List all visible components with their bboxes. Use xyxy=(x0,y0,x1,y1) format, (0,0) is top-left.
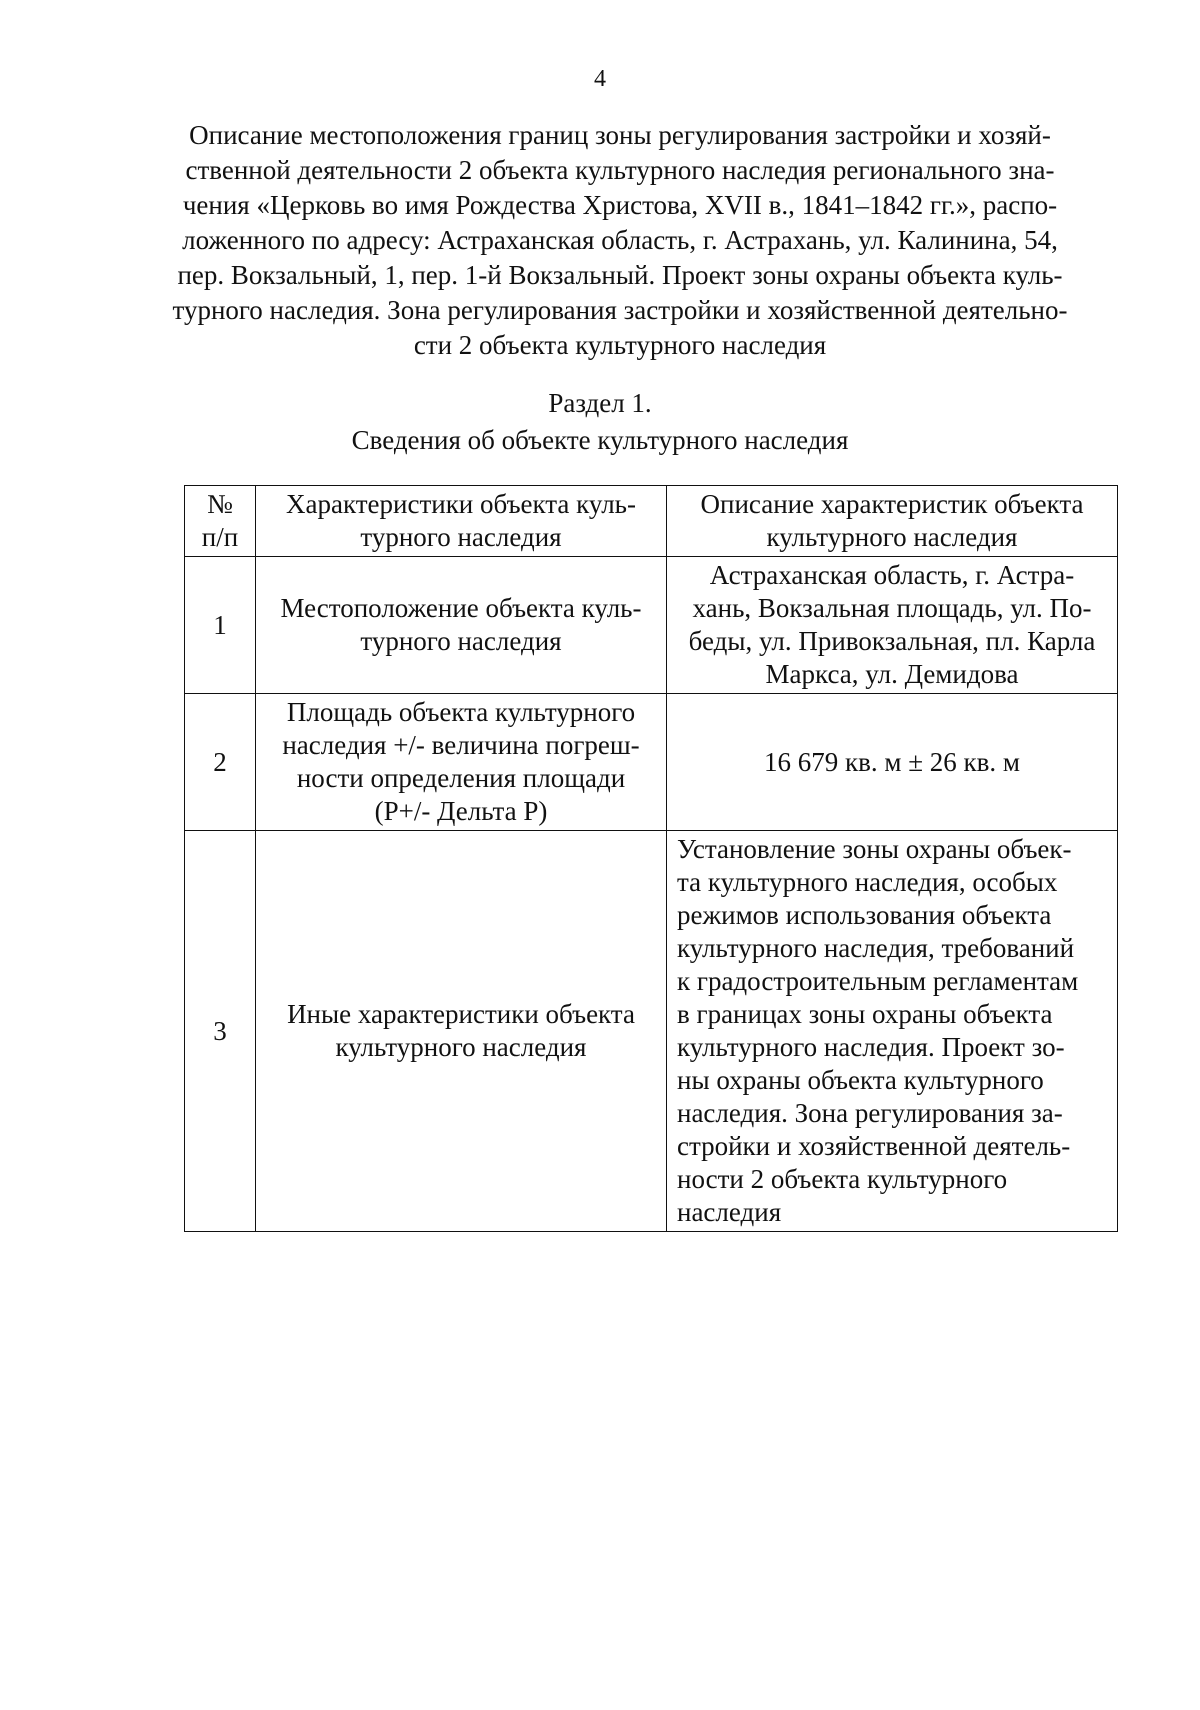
description-line: хань, Вокзальная площадь, ул. По- xyxy=(692,593,1092,623)
header-num xyxy=(185,486,256,557)
description-line: Установление зоны охраны объек- xyxy=(677,834,1072,864)
description-line: наследия xyxy=(677,1197,782,1227)
description-line: та культурного наследия, особых xyxy=(677,867,1058,897)
characteristic-line: Местоположение объекта куль- xyxy=(280,593,642,623)
heading-line: Описание местоположения границ зоны регулирования застройки и хозяй- xyxy=(189,120,1051,150)
table-header-row xyxy=(185,486,1118,557)
row-characteristic xyxy=(256,557,667,694)
row-number: 1 xyxy=(185,557,256,694)
heading-line: сти 2 объекта культурного наследия xyxy=(413,330,827,360)
document-heading xyxy=(160,118,1080,363)
heading-line: ственной деятельности 2 объекта культурного наследия регионального зна- xyxy=(185,155,1055,185)
characteristic-line: турного наследия xyxy=(360,626,562,656)
header-num-line: № xyxy=(207,489,233,519)
description-line: 16 679 кв. м ± 26 кв. м xyxy=(764,746,1020,777)
row-characteristic xyxy=(256,831,667,1232)
section-header xyxy=(0,385,1200,459)
description-line: культурного наследия, требований xyxy=(677,933,1075,963)
description-line: в границах зоны охраны объекта xyxy=(677,999,1053,1029)
row-characteristic xyxy=(256,694,667,831)
header-description-line: культурного наследия xyxy=(766,522,1018,552)
description-line: Астраханская область, г. Астра- xyxy=(709,560,1075,590)
table-row xyxy=(185,557,1118,694)
characteristic-line: Площадь объекта культурного xyxy=(286,697,636,727)
description-line: стройки и хозяйственной деятель- xyxy=(677,1131,1071,1161)
characteristic-line: культурного наследия xyxy=(335,1032,587,1062)
heading-line: пер. Вокзальный, 1, пер. 1-й Вокзальный. Проект зоны охраны объекта куль- xyxy=(177,260,1063,290)
row-description xyxy=(667,831,1118,1232)
header-description xyxy=(667,486,1118,557)
table-row xyxy=(185,694,1118,831)
page-number: 4 xyxy=(594,66,606,92)
description-line: ности 2 объекта культурного xyxy=(677,1164,1008,1194)
section-title: Сведения об объекте культурного наследия xyxy=(351,425,849,455)
header-num-line: п/п xyxy=(201,522,239,552)
heritage-info-table xyxy=(184,485,1118,1232)
description-line: наследия. Зона регулирования за- xyxy=(677,1098,1063,1128)
heading-line: ложенного по адресу: Астраханская область, г. Астрахань, ул. Калинина, 54, xyxy=(182,225,1058,255)
characteristic-line: (Р+/- Дельта Р) xyxy=(374,796,548,826)
row-number: 3 xyxy=(185,831,256,1232)
table-row xyxy=(185,831,1118,1232)
characteristic-line: Иные характеристики объекта xyxy=(287,999,635,1029)
header-characteristics xyxy=(256,486,667,557)
description-line: культурного наследия. Проект зо- xyxy=(677,1032,1065,1062)
description-line: беды, ул. Привокзальная, пл. Карла xyxy=(688,626,1096,656)
characteristic-line: наследия +/- величина погреш- xyxy=(282,730,640,760)
characteristic-line: ности определения площади xyxy=(296,763,626,793)
description-line: к градостроительным регламентам xyxy=(677,966,1079,996)
description-line: режимов использования объекта xyxy=(677,900,1052,930)
row-description xyxy=(667,557,1118,694)
header-characteristics-line: Характеристики объекта куль- xyxy=(286,489,636,519)
heading-line: чения «Церковь во имя Рождества Христова, XVII в., 1841–1842 гг.», распо- xyxy=(182,190,1058,220)
header-characteristics-line: турного наследия xyxy=(360,522,562,552)
row-description xyxy=(667,694,1118,831)
heading-line: турного наследия. Зона регулирования застройки и хозяйственной деятельно- xyxy=(172,295,1068,325)
row-number: 2 xyxy=(185,694,256,831)
description-line: ны охраны объекта культурного xyxy=(677,1065,1044,1095)
header-description-line: Описание характеристик объекта xyxy=(700,489,1084,519)
description-line: Маркса, ул. Демидова xyxy=(765,659,1019,689)
section-number: Раздел 1. xyxy=(548,388,652,418)
